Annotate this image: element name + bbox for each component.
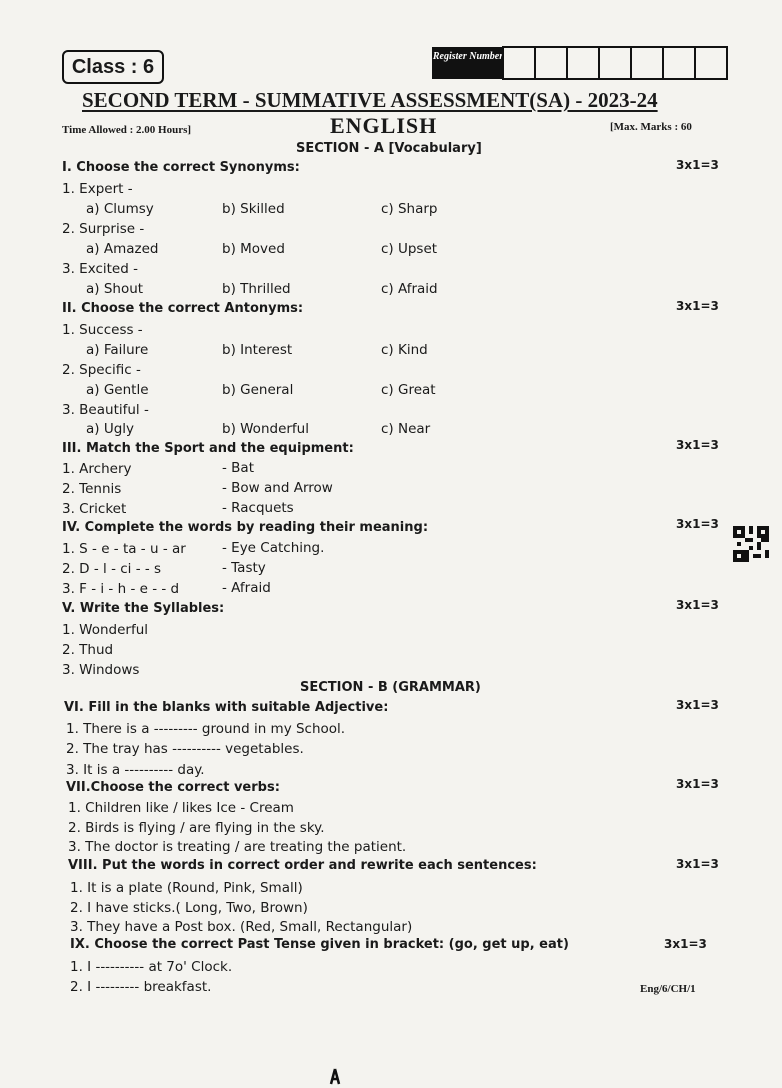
page-code: Eng/6/CH/1	[640, 983, 696, 995]
max-marks: [Max. Marks : 60	[610, 121, 692, 133]
q4-meaning: - Eye Catching.	[222, 540, 325, 556]
q2-item-word: 3. Beautiful -	[62, 402, 149, 418]
q2-option-b: b) Interest	[222, 342, 293, 358]
q2-option-a: a) Failure	[86, 342, 149, 358]
q4-scrambled-word: 1. S - e - ta - u - ar	[62, 541, 186, 557]
exam-title: SECOND TERM - SUMMATIVE ASSESSMENT(SA) - 2023-24	[82, 88, 658, 112]
question-9-heading: IX. Choose the correct Past Tense given in bracket: (go, get up, eat)	[70, 937, 569, 952]
q1-option-b: b) Moved	[222, 241, 285, 257]
time-allowed: Time Allowed : 2.00 Hours]	[62, 124, 192, 136]
register-digit-box	[598, 46, 632, 80]
question-5-heading: V. Write the Syllables:	[62, 601, 225, 616]
q2-option-a: a) Gentle	[86, 382, 149, 398]
q2-option-b: b) Wonderful	[222, 421, 309, 437]
q1-option-a: a) Amazed	[86, 241, 159, 257]
q1-option-c: c) Sharp	[381, 201, 438, 217]
q8-sentence: 1. It is a plate (Round, Pink, Small)	[70, 880, 303, 896]
q4-meaning: - Afraid	[222, 580, 271, 596]
q2-option-a: a) Ugly	[86, 421, 135, 437]
q1-option-b: b) Skilled	[222, 201, 285, 217]
question-5-marks: 3x1=3	[676, 598, 719, 612]
q1-option-a: a) Clumsy	[86, 201, 154, 217]
q6-sentence: 1. There is a --------- ground in my School.	[66, 721, 346, 737]
q3-sport: 1. Archery	[62, 461, 132, 477]
q5-word: 2. Thud	[62, 642, 114, 658]
q8-sentence: 3. They have a Post box. (Red, Small, Rectangular)	[70, 919, 413, 935]
q6-sentence: 3. It is a ---------- day.	[66, 762, 205, 778]
question-6-marks: 3x1=3	[676, 698, 719, 712]
question-8-marks: 3x1=3	[676, 857, 719, 871]
q3-equipment: - Racquets	[222, 500, 294, 516]
q6-sentence: 2. The tray has ---------- vegetables.	[66, 741, 304, 757]
q1-item-word: 1. Expert -	[62, 181, 133, 197]
q2-item-word: 1. Success -	[62, 322, 143, 338]
q1-item-word: 3. Excited -	[62, 261, 138, 277]
register-digit-box	[566, 46, 600, 80]
register-digit-box	[502, 46, 536, 80]
register-digit-box	[662, 46, 696, 80]
q5-word: 1. Wonderful	[62, 622, 149, 638]
question-4-heading: IV. Complete the words by reading their meaning:	[62, 520, 429, 535]
q9-sentence: 1. I ---------- at 7o' Clock.	[70, 959, 233, 975]
question-6-heading: VI. Fill in the blanks with suitable Adjective:	[64, 700, 389, 715]
question-3-marks: 3x1=3	[676, 438, 719, 452]
register-digit-box	[630, 46, 664, 80]
q5-word: 3. Windows	[62, 662, 140, 678]
q1-option-c: c) Afraid	[381, 281, 438, 297]
q9-sentence: 2. I --------- breakfast.	[70, 979, 212, 995]
q2-option-b: b) General	[222, 382, 294, 398]
register-digit-box	[694, 46, 728, 80]
q4-scrambled-word: 2. D - l - ci - - s	[62, 561, 162, 577]
question-9-marks: 3x1=3	[664, 937, 707, 951]
q1-option-b: b) Thrilled	[222, 281, 291, 297]
class-label: Class : 6	[62, 50, 164, 84]
q7-sentence: 3. The doctor is treating / are treating the patient.	[68, 839, 407, 855]
q1-option-a: a) Shout	[86, 281, 144, 297]
register-number-label: Register Number	[432, 47, 504, 79]
register-number-boxes	[504, 46, 728, 80]
q2-item-word: 2. Specific -	[62, 362, 141, 378]
question-1-heading: I. Choose the correct Synonyms:	[62, 160, 300, 175]
q8-sentence: 2. I have sticks.( Long, Two, Brown)	[70, 900, 308, 916]
section-a-title: SECTION - A [Vocabulary]	[296, 141, 482, 156]
subject-title: ENGLISH	[330, 113, 438, 138]
q2-option-c: c) Great	[381, 382, 436, 398]
q4-scrambled-word: 3. F - i - h - e - - d	[62, 581, 180, 597]
question-7-heading: VII.Choose the correct verbs:	[66, 780, 280, 795]
question-3-heading: III. Match the Sport and the equipment:	[62, 441, 354, 456]
q3-sport: 2. Tennis	[62, 481, 122, 497]
question-8-heading: VIII. Put the words in correct order and rewrite each sentences:	[68, 858, 537, 873]
question-2-heading: II. Choose the correct Antonyms:	[62, 301, 304, 316]
question-2-marks: 3x1=3	[676, 299, 719, 313]
qr-code-icon	[733, 526, 769, 562]
question-7-marks: 3x1=3	[676, 777, 719, 791]
q1-option-c: c) Upset	[381, 241, 438, 257]
q4-meaning: - Tasty	[222, 560, 266, 576]
q2-option-c: c) Kind	[381, 342, 428, 358]
q7-sentence: 2. Birds is flying / are flying in the sky.	[68, 820, 325, 836]
question-1-marks: 3x1=3	[676, 158, 719, 172]
q3-equipment: - Bow and Arrow	[222, 480, 333, 496]
section-b-title: SECTION - B (GRAMMAR)	[300, 680, 481, 695]
q1-item-word: 2. Surprise -	[62, 221, 145, 237]
register-digit-box	[534, 46, 568, 80]
q3-sport: 3. Cricket	[62, 501, 127, 517]
q2-option-c: c) Near	[381, 421, 431, 437]
q7-sentence: 1. Children like / likes Ice - Cream	[68, 800, 294, 816]
question-4-marks: 3x1=3	[676, 517, 719, 531]
ink-mark-icon	[328, 1068, 342, 1086]
q3-equipment: - Bat	[222, 460, 254, 476]
